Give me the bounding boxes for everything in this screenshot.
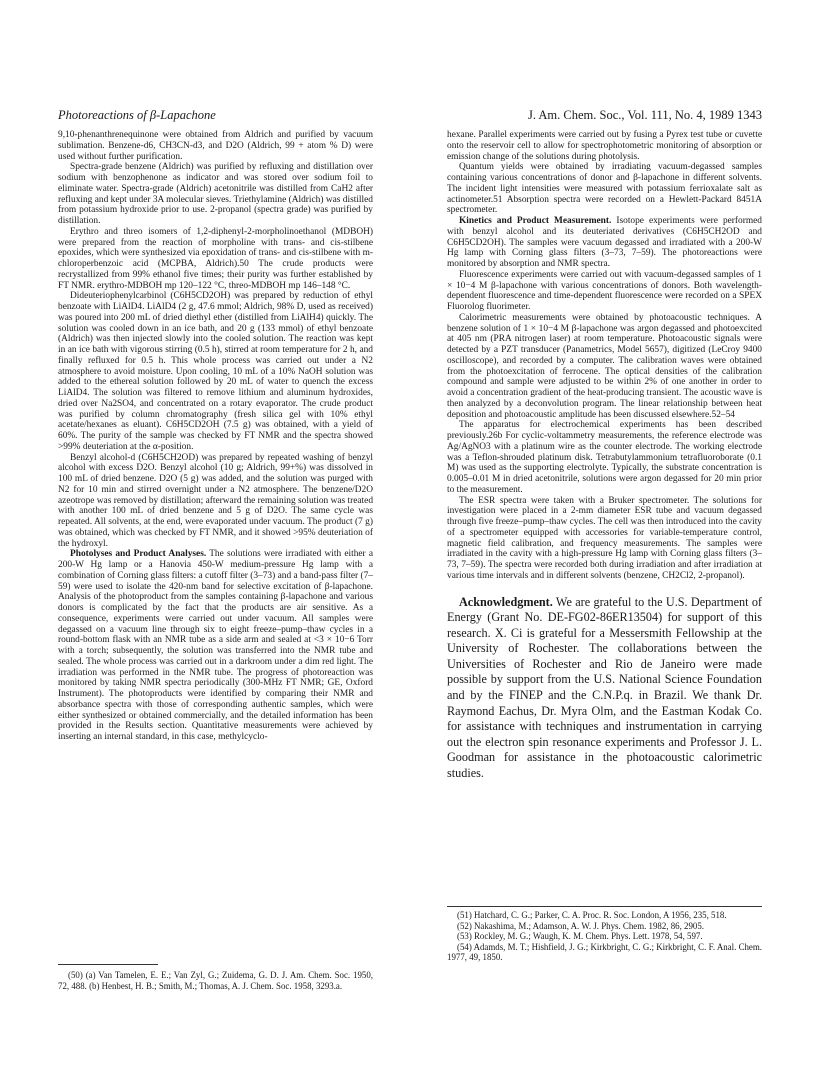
footnote	[58, 970, 373, 991]
paragraph: Calorimetric measurements were obtained by photoacoustic techniques. A benzene solution of 1 × 10−4 M β-lapachone was argon degassed and photoexcited at 405 nm (PRA nitrogen laser) at room temperature. Photoacoustic signals were detected by a PZT transducer (Panametrics, Model 5657), digitized (LeCroy 9400 oscilloscope), and recorded by a computer. The calibration waves were obtained from the photoexcitation of ferrocene. The optical densities of the calibration compound and sample were adjusted to be within 2% of one another in order to avoid a concentration gradient of the heat-producing transient. The acoustic wave is then analyzed by a deconvolution program. The linear relationship between heat deposition and photoacoustic amplitude has been discussed elsewhere.52–54	[447, 312, 762, 420]
paragraph: Spectra-grade benzene (Aldrich) was purified by refluxing and distillation over sodium with benzophenone as indicator and was stored over sodium foil to eliminate water. Spectra-grade (Aldrich) acetonitrile was distilled from CaH2 after refluxing and kept under 3A molecular sieves. Triethylamine (Aldrich) was distilled from potassium hydroxide prior to use. 2-propanol (spectra grade) was purified by distillation.	[58, 162, 373, 226]
reference-item: (51) Hatchard, C. G.; Parker, C. A. Proc. R. Soc. London, A 1956, 235, 518.	[457, 910, 727, 920]
section-heading: Kinetics and Product Measurement.	[459, 216, 612, 226]
reference-item: (52) Nakashima, M.; Adamson, A. W. J. Phys. Chem. 1982, 86, 2905.	[457, 920, 705, 931]
paragraph	[447, 216, 762, 270]
left-column	[58, 130, 373, 743]
running-title: Photoreactions of β-Lapachone	[58, 108, 216, 122]
paragraph: hexane. Parallel experiments were carried out by fusing a Pyrex test tube or cuvette onto the reservoir cell to allow for spectrophotometric monitoring of absorption or emission change of the solutions during photolysis.	[447, 130, 762, 162]
reference-item: (53) Rockley, M. G.; Waugh, K. M. Chem. Phys. Lett. 1978, 54, 597.	[457, 931, 703, 941]
paragraph: 9,10-phenanthrenequinone were obtained from Aldrich and purified by vacuum sublimation. Benzene-d6, CH3CN-d3, and D2O (Aldrich, 99 + atom % D) were used without further purification.	[58, 130, 373, 162]
footnote-rule	[58, 964, 158, 965]
paragraph: Erythro and threo isomers of 1,2-diphenyl-2-morpholinoethanol (MDBOH) were prepared from the reaction of morpholine with trans- and cis-stilbene epoxides, which were synthesized via epoxidation of trans- and cis-stilbene with m-chloroperbenzoic acid (MCPBA, Aldrich).50 The crude products were recrystallized from 99% ethanol five times; their purity was further established by FT NMR. erythro-MDBOH mp 120–122 °C, threo-MDBOH mp 146–148 °C.	[58, 226, 373, 291]
acknowledgment	[447, 595, 762, 782]
references	[447, 910, 762, 963]
acknowledgment-heading: Acknowledgment.	[459, 594, 553, 609]
paragraph: The ESR spectra were taken with a Bruker spectrometer. The solutions for investigation were placed in a 2-mm diameter ESR tube and vacuum degassed through five freeze–pump–thaw cycles. The cell was then introduced into the cavity of a spectrometer equipped with accessories for variable-temperature control, magnetic field calibration, and frequency measurements. The samples were irradiated in the cavity with a high-pressure Hg lamp with Corning glass filters (3–73, 7–59). The spectra were recorded both during irradiation and after irradiation at various time intervals and in different solvents (benzene, CH2Cl2, 2-propanol).	[447, 495, 762, 581]
paragraph: Fluorescence experiments were carried out with vacuum-degassed samples of 1 × 10−4 M β-lapachone with various concentrations of donors. Both wavelength-dependent fluorescence and time-dependent fluorescence were recorded on a SPEX Fluorolog fluorimeter.	[447, 269, 762, 312]
paragraph: Quantum yields were obtained by irradiating vacuum-degassed samples containing various concentrations of donor and β-lapachone in different solvents. The incident light intensities were measured with potassium ferrioxalate salt as actinometer.51 Absorption spectra were recorded on a Hewlett-Packard 8451A spectrometer.	[447, 162, 762, 216]
footnote-text: (50) (a) Van Tamelen, E. E.; Van Zyl, G.; Zuidema, G. D. J. Am. Chem. Soc. 1950, 72, 488. (b) Henbest, H. B.; Smith, M.; Thomas, A. J. Chem. Soc. 1958, 3293.a.	[58, 970, 373, 991]
paragraph-text: The solutions were irradiated with either a 200-W Hg lamp or a Hanovia 450-W medium-pressure Hg lamp with a combination of Corning glass filters: a cutoff filter (3–73) and a band-pass filter (7–59) were used to isolate the 420-nm band for selective excitation of β-lapachone. Analysis of the photoproduct from the samples containing β-lapachone and various donors is complicated by the fact that the products are air sensitive. As a consequence, experiments were carried out under vacuum. All samples were degassed on a vacuum line through six to eight freeze–pump–thaw cycles in a round-bottom flask with an NMR tube as a side arm and sealed at <3 × 10−6 Torr with a torch; subsequently, the solution was transferred into the NMR tube and sealed. The whole process was carried out in a darkroom under a dim red light. The irradiation was performed in the NMR tube. The progress of photoreaction was monitored by taking NMR spectra periodically (300-MHz FT NMR; GE, Oxford Instrument). The photoproducts were identified by comparing their NMR and absorbance spectra with those of corresponding authentic samples, which were either synthesized or obtained commercially, and the detailed information has been provided in the Results section. Quantitative measurements were achieved by inserting an internal standard, in this case, methylcyclo-	[58, 549, 373, 742]
footnote-rule	[447, 906, 762, 907]
paragraph-text: Isotope experiments were performed with benzyl alcohol and its deuteriated derivatives (C6H5CH2OD and C6H5CD2OH). The samples were vacuum degassed and irradiated with a 200-W Hg lamp with Corning glass filters (3–73, 7–59). The photoreactions were monitored by absorption and NMR spectra.	[447, 216, 762, 269]
paragraph: Benzyl alcohol-d (C6H5CH2OD) was prepared by repeated washing of benzyl alcohol with excess D2O. Benzyl alcohol (10 g; Aldrich, 99+%) was dissolved in 100 mL of dried benzene. D2O (5 g) was added, and the solution was purged with N2 for 10 min and stirred overnight under a N2 atmosphere. The benzene/D2O azeotrope was removed by distillation; afterward the remaining solution was treated with another 100 mL of dried benzene and 5 g of D2O. The same cycle was repeated. All solvents, at the end, were evaporated under vacuum. The product (7 g) was obtained, which was checked by FT NMR, and it showed >95% deuteriation of the hydroxyl.	[58, 452, 374, 549]
paragraph: Dideuteriophenylcarbinol (C6H5CD2OH) was prepared by reduction of ethyl benzoate with LiAlD4. LiAlD4 (2 g, 47.6 mmol; Aldrich, 98% D, used as received) was poured into 200 mL of dried diethyl ether (distilled from LiAlH4) quickly. The solution was cooled down in an ice bath, and 20 g (133 mmol) of ethyl benzoate (Aldrich) was then injected slowly into the cooled solution. The reaction was kept in an ice bath with vigorous stirring (0.5 h), stirred at room temperature for 2 h, and finally refluxed for 0.5 h. This whole process was carried out under a N2 atmosphere to avoid moisture. Upon cooling, 10 mL of a 10% NaOH solution was added to the ethereal solution followed by 20 mL of water to quench the excess LiAlD4. The solution was filtered to remove lithium and aluminum hydroxides, dried over Na2SO4, and concentrated on a rotary evaporator. The crude product was purified by column chromatography (fresh silica gel with 10% ethyl acetate/hexanes as eluant). C6H5CD2OH (7.5 g) was obtained, with a yield of 60%. The purity of the sample was checked by FT NMR and the spectra showed >99% deuteriation at the α-position.	[58, 291, 373, 452]
acknowledgment-text: We are grateful to the U.S. Department of Energy (Grant No. DE-FG02-86ER13504) for support of this research. X. Ci is grateful for a Messersmith Fellowship at the University of Rochester. The collaborations between the Universities of Rochester and Rio de Janeiro were made possible by support from the U.S. National Science Foundation and by the FINEP and the C.N.P.q. in Brazil. We thank Dr. Raymond Eachus, Dr. Myra Olm, and the Eastman Kodak Co. for assistance with techniques and instrumentation in carrying out the electron spin resonance experiments and Professor J. L. Goodman for assistance in the photoacoustic calorimetric studies.	[447, 594, 762, 781]
journal-citation-header: J. Am. Chem. Soc., Vol. 111, No. 4, 1989 1343	[527, 108, 762, 122]
section-heading: Photolyses and Product Analyses.	[70, 549, 207, 560]
right-column	[447, 130, 762, 782]
paragraph: The apparatus for electrochemical experiments has been described previously.26b For cyclic-voltammetry measurements, the reference electrode was Ag/AgNO3 with a platinum wire as the counter electrode. The working electrode was a Teflon-shrouded platinum disk. Tetrabutylammonium tetrafluoroborate (0.1 M) was used as the supporting electrolyte. Typically, the substrate concentration is 0.005–0.01 M in dried acetonitrile, solutions were argon degassed for 20 min prior to the measurement.	[447, 420, 762, 495]
reference-item: (54) Adamds, M. T.; Hishfield, J. G.; Kirkbright, C. G.; Kirkbright, C. F. Anal. Chem. 1977, 49, 1850.	[447, 941, 762, 962]
paragraph	[58, 549, 373, 743]
